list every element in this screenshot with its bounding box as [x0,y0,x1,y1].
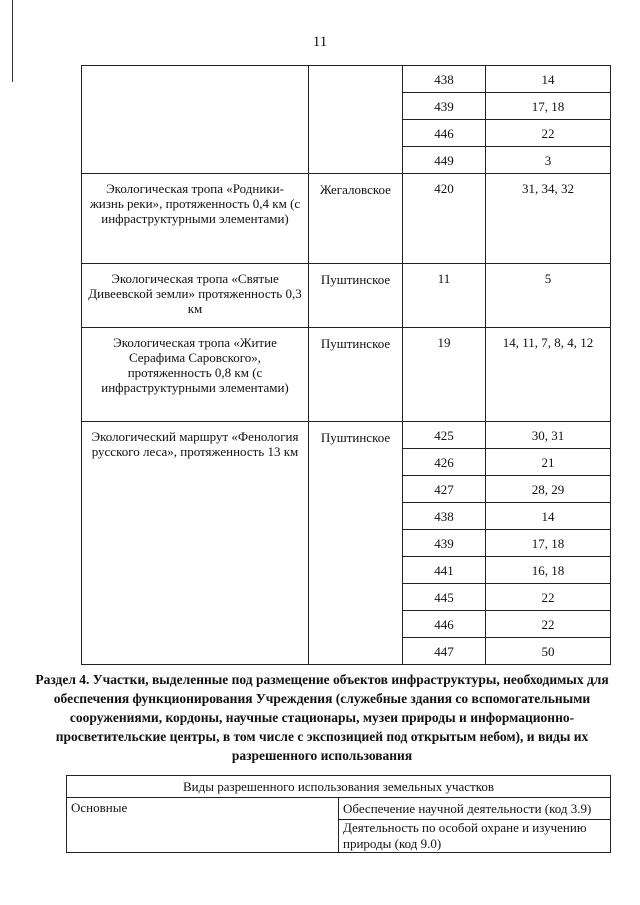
object-name-cell: Экологическая тропа «Святые Дивеевской земли» протяженность 0,3 км [82,264,309,328]
quarter-cell: 426 [403,449,486,476]
plots-cell: 14 [486,66,611,93]
quarter-cell: 427 [403,476,486,503]
plots-cell: 14, 11, 7, 8, 4, 12 [486,328,611,422]
quarter-cell: 11 [403,264,486,328]
permitted-uses-row [67,798,611,820]
table-row [82,66,611,93]
permitted-uses-table [66,775,611,853]
plots-cell: 22 [486,584,611,611]
object-name-cell: Экологическая тропа «Родники- жизнь реки», протяженность 0,4 км (с инфраструктурными элементами) [82,174,309,264]
plots-cell: 17, 18 [486,530,611,557]
permitted-use-item: Деятельность по особой охране и изучению природы (код 9.0) [339,820,611,853]
use-kind-label: Основные [67,798,339,853]
forestry-cell: Жегаловское [309,174,403,264]
object-name-cell: Экологический маршрут «Фенология русского леса», протяженность 13 км [82,422,309,665]
forestry-cell: Пуштинское [309,264,403,328]
quarter-cell: 438 [403,66,486,93]
forestry-cell: Пуштинское [309,328,403,422]
forestry-cell [309,66,403,174]
plots-cell: 50 [486,638,611,665]
table-row [82,328,611,422]
quarter-cell: 439 [403,93,486,120]
plots-cell: 16, 18 [486,557,611,584]
forestry-cell: Пуштинское [309,422,403,665]
quarter-cell: 425 [403,422,486,449]
plots-cell: 14 [486,503,611,530]
quarter-cell: 449 [403,147,486,174]
plots-cell: 3 [486,147,611,174]
table-row [82,422,611,449]
permitted-uses-header: Виды разрешенного использования земельных участков [67,776,611,798]
plots-cell: 28, 29 [486,476,611,503]
page-number: 11 [312,34,328,50]
permitted-uses-header-row [67,776,611,798]
table-row [82,174,611,264]
quarter-cell: 446 [403,611,486,638]
object-name-cell [82,66,309,174]
quarter-cell: 19 [403,328,486,422]
table-row [82,264,611,328]
quarter-cell: 420 [403,174,486,264]
quarter-cell: 447 [403,638,486,665]
plots-cell: 31, 34, 32 [486,174,611,264]
plots-cell: 5 [486,264,611,328]
quarter-cell: 446 [403,120,486,147]
trails-table [81,65,611,665]
permitted-use-item: Обеспечение научной деятельности (код 3.9) [339,798,611,820]
section-4-heading: Раздел 4. Участки, выделенные под размещение объектов инфраструктуры, необходимых для обеспечения функционирования Учреждения (служебные здания со вспомогательными сооружениями, кордоны, научные стационары, музеи природы и информационно-просветительские центры, в том числе с экспозицией под открытым небом), и виды их разрешенного использования [35,672,609,763]
trails-table-body [82,66,611,665]
plots-cell: 30, 31 [486,422,611,449]
quarter-cell: 438 [403,503,486,530]
quarter-cell: 445 [403,584,486,611]
plots-cell: 17, 18 [486,93,611,120]
quarter-cell: 441 [403,557,486,584]
quarter-cell: 439 [403,530,486,557]
object-name-cell: Экологическая тропа «Житие Серафима Саровского», протяженность 0,8 км (с инфраструктурными элементами) [82,328,309,422]
plots-cell: 22 [486,611,611,638]
plots-cell: 22 [486,120,611,147]
plots-cell: 21 [486,449,611,476]
